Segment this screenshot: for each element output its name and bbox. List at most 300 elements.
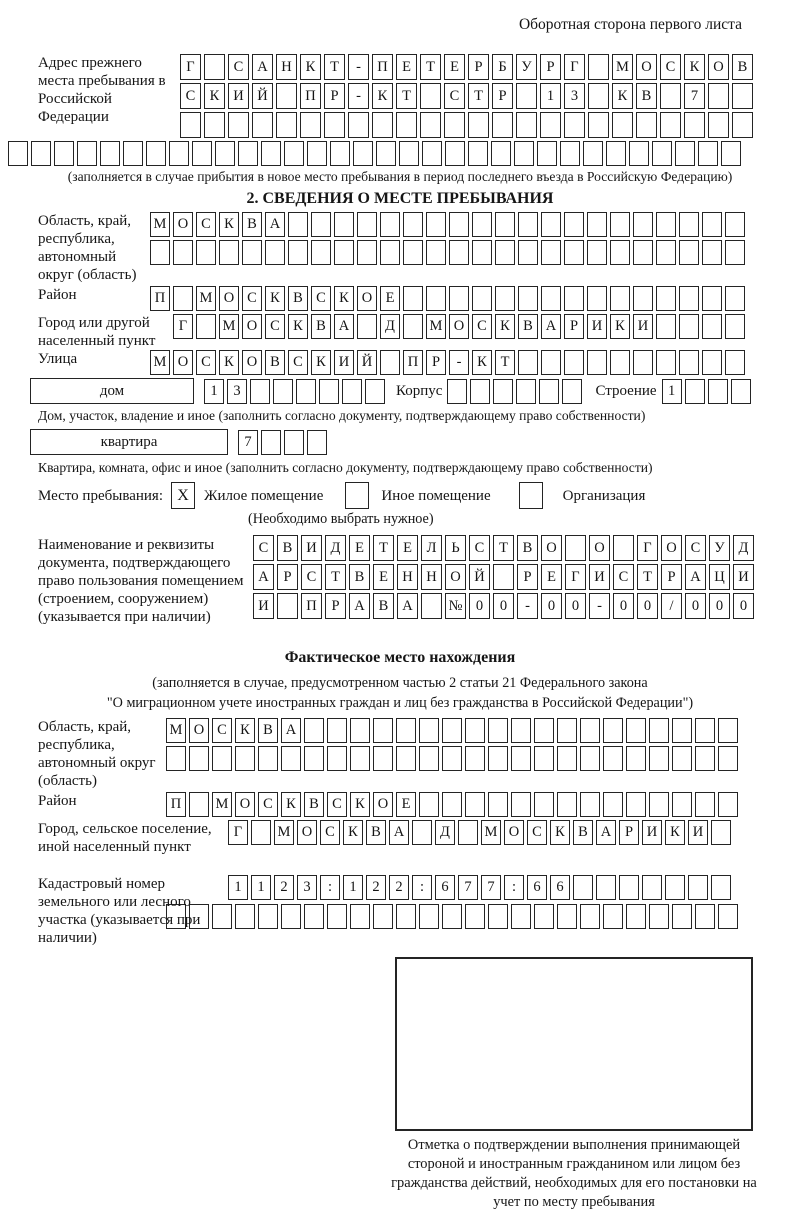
char-box[interactable]: Р [492,83,513,109]
char-box[interactable]: П [300,83,321,109]
char-box[interactable] [603,904,623,929]
char-box[interactable]: Е [444,54,465,80]
char-box[interactable] [77,141,97,166]
char-box[interactable]: О [189,718,209,743]
char-box[interactable] [672,792,692,817]
char-box[interactable]: Т [396,83,417,109]
char-box[interactable]: Т [493,535,514,561]
char-box[interactable] [204,112,225,138]
char-box[interactable]: Т [495,350,515,375]
char-box[interactable]: 0 [493,593,514,619]
char-box[interactable]: Р [661,564,682,590]
apartment-box-label[interactable]: квартира [30,429,228,455]
char-box[interactable] [350,904,370,929]
char-box[interactable] [606,141,626,166]
char-box[interactable]: 1 [343,875,363,900]
char-box[interactable]: Е [373,564,394,590]
char-box[interactable] [488,718,508,743]
char-box[interactable] [511,746,531,771]
char-box[interactable] [442,904,462,929]
char-box[interactable]: Р [540,54,561,80]
char-box[interactable]: О [173,350,193,375]
char-box[interactable] [649,904,669,929]
char-box[interactable] [732,112,753,138]
char-box[interactable]: О [445,564,466,590]
char-box[interactable] [276,112,297,138]
char-box[interactable] [465,792,485,817]
char-box[interactable]: Е [541,564,562,590]
char-box[interactable]: Ь [445,535,466,561]
char-box[interactable]: Л [421,535,442,561]
char-box[interactable] [442,718,462,743]
char-box[interactable]: 0 [541,593,562,619]
char-box[interactable] [725,212,745,237]
char-box[interactable]: К [265,286,285,311]
char-box[interactable] [629,141,649,166]
char-box[interactable]: А [685,564,706,590]
char-box[interactable] [511,904,531,929]
char-box[interactable]: К [684,54,705,80]
char-box[interactable] [396,112,417,138]
char-box[interactable]: А [253,564,274,590]
char-box[interactable]: О [242,314,262,339]
char-box[interactable] [357,212,377,237]
char-box[interactable]: 1 [204,379,224,404]
char-box[interactable] [251,820,271,845]
char-box[interactable] [695,904,715,929]
char-box[interactable]: П [150,286,170,311]
char-box[interactable]: К [300,54,321,80]
char-box[interactable]: Й [252,83,273,109]
char-box[interactable] [488,746,508,771]
char-box[interactable]: И [589,564,610,590]
char-box[interactable] [688,875,708,900]
char-box[interactable] [373,904,393,929]
char-box[interactable]: С [311,286,331,311]
char-box[interactable]: Т [468,83,489,109]
char-box[interactable] [633,350,653,375]
char-box[interactable]: 0 [637,593,658,619]
char-box[interactable] [357,314,377,339]
char-box[interactable] [679,286,699,311]
char-box[interactable]: Р [468,54,489,80]
char-box[interactable] [420,112,441,138]
char-box[interactable] [708,112,729,138]
char-box[interactable] [403,240,423,265]
char-box[interactable]: К [281,792,301,817]
char-box[interactable]: 0 [565,593,586,619]
char-box[interactable] [580,718,600,743]
char-box[interactable] [288,240,308,265]
char-box[interactable]: О [449,314,469,339]
char-box[interactable] [685,379,705,404]
char-box[interactable]: С [258,792,278,817]
char-box[interactable]: В [242,212,262,237]
char-box[interactable] [534,904,554,929]
char-box[interactable]: 7 [458,875,478,900]
char-box[interactable] [562,379,582,404]
char-box[interactable] [373,718,393,743]
char-box[interactable] [541,212,561,237]
char-box[interactable]: В [373,593,394,619]
char-box[interactable]: А [596,820,616,845]
char-box[interactable] [708,83,729,109]
char-box[interactable]: А [252,54,273,80]
char-box[interactable] [679,212,699,237]
char-box[interactable] [472,212,492,237]
char-box[interactable]: 0 [733,593,754,619]
char-box[interactable] [304,904,324,929]
char-box[interactable] [173,286,193,311]
char-box[interactable] [732,83,753,109]
char-box[interactable] [442,792,462,817]
char-box[interactable] [660,83,681,109]
char-box[interactable]: 6 [527,875,547,900]
char-box[interactable]: 3 [297,875,317,900]
char-box[interactable] [588,54,609,80]
char-box[interactable] [557,904,577,929]
char-box[interactable]: А [541,314,561,339]
char-box[interactable]: К [610,314,630,339]
char-box[interactable]: В [518,314,538,339]
char-box[interactable]: О [636,54,657,80]
char-box[interactable] [31,141,51,166]
char-box[interactable]: В [304,792,324,817]
char-box[interactable] [252,112,273,138]
char-box[interactable] [626,746,646,771]
char-box[interactable] [307,430,327,455]
char-box[interactable] [603,718,623,743]
char-box[interactable] [711,820,731,845]
char-box[interactable] [588,112,609,138]
char-box[interactable] [541,286,561,311]
char-box[interactable] [516,379,536,404]
char-box[interactable]: № [445,593,466,619]
char-box[interactable] [518,350,538,375]
char-box[interactable] [493,379,513,404]
char-box[interactable] [656,286,676,311]
char-box[interactable]: С [180,83,201,109]
char-box[interactable] [557,792,577,817]
char-box[interactable] [420,83,441,109]
char-box[interactable] [380,240,400,265]
char-box[interactable]: С [444,83,465,109]
char-box[interactable] [679,240,699,265]
char-box[interactable] [564,350,584,375]
char-box[interactable]: Т [373,535,394,561]
char-box[interactable]: О [242,350,262,375]
char-box[interactable] [603,792,623,817]
char-box[interactable] [633,240,653,265]
char-box[interactable] [419,904,439,929]
char-box[interactable] [380,350,400,375]
char-box[interactable] [695,792,715,817]
char-box[interactable] [258,904,278,929]
char-box[interactable] [219,240,239,265]
char-box[interactable]: Т [325,564,346,590]
char-box[interactable] [725,350,745,375]
char-box[interactable] [350,718,370,743]
char-box[interactable]: К [334,286,354,311]
char-box[interactable] [626,792,646,817]
char-box[interactable] [307,141,327,166]
char-box[interactable] [449,240,469,265]
char-box[interactable] [610,286,630,311]
char-box[interactable] [426,212,446,237]
char-box[interactable]: Г [637,535,658,561]
char-box[interactable] [619,875,639,900]
char-box[interactable] [702,240,722,265]
char-box[interactable] [587,286,607,311]
char-box[interactable]: С [253,535,274,561]
char-box[interactable]: Р [619,820,639,845]
char-box[interactable] [518,286,538,311]
char-box[interactable] [679,314,699,339]
char-box[interactable] [672,904,692,929]
char-box[interactable]: М [196,286,216,311]
char-box[interactable]: 6 [435,875,455,900]
char-box[interactable] [465,718,485,743]
char-box[interactable] [495,286,515,311]
char-box[interactable] [330,141,350,166]
char-box[interactable]: К [219,350,239,375]
char-box[interactable] [426,286,446,311]
char-box[interactable] [445,141,465,166]
char-box[interactable]: А [281,718,301,743]
char-box[interactable] [564,112,585,138]
char-box[interactable]: П [403,350,423,375]
char-box[interactable]: Т [637,564,658,590]
char-box[interactable] [403,314,423,339]
char-box[interactable] [412,820,432,845]
char-box[interactable]: 0 [469,593,490,619]
char-box[interactable] [633,212,653,237]
char-box[interactable]: М [150,350,170,375]
char-box[interactable]: 0 [613,593,634,619]
char-box[interactable]: 7 [481,875,501,900]
char-box[interactable]: С [265,314,285,339]
char-box[interactable] [146,141,166,166]
char-box[interactable]: 7 [238,430,258,455]
char-box[interactable]: Г [180,54,201,80]
char-box[interactable] [557,746,577,771]
char-box[interactable] [277,593,298,619]
char-box[interactable]: И [301,535,322,561]
char-box[interactable] [596,875,616,900]
char-box[interactable] [261,141,281,166]
char-box[interactable]: Е [396,792,416,817]
char-box[interactable] [610,350,630,375]
char-box[interactable]: О [297,820,317,845]
other-premises-checkbox[interactable] [345,482,369,509]
char-box[interactable]: С [320,820,340,845]
char-box[interactable] [123,141,143,166]
char-box[interactable] [695,718,715,743]
char-box[interactable] [350,746,370,771]
char-box[interactable] [327,718,347,743]
char-box[interactable] [281,904,301,929]
char-box[interactable]: О [373,792,393,817]
char-box[interactable]: 1 [251,875,271,900]
char-box[interactable]: К [372,83,393,109]
char-box[interactable] [649,746,669,771]
residential-checkbox[interactable]: X [171,482,195,509]
char-box[interactable] [518,240,538,265]
char-box[interactable]: И [587,314,607,339]
char-box[interactable] [342,379,362,404]
char-box[interactable] [636,112,657,138]
char-box[interactable]: - [449,350,469,375]
char-box[interactable] [587,212,607,237]
char-box[interactable] [603,746,623,771]
char-box[interactable]: Е [397,535,418,561]
char-box[interactable]: Г [565,564,586,590]
char-box[interactable] [419,718,439,743]
char-box[interactable]: Р [324,83,345,109]
char-box[interactable] [665,875,685,900]
char-box[interactable]: Р [277,564,298,590]
char-box[interactable] [514,141,534,166]
char-box[interactable] [180,112,201,138]
char-box[interactable] [564,286,584,311]
char-box[interactable] [540,112,561,138]
char-box[interactable] [672,746,692,771]
char-box[interactable]: К [235,718,255,743]
char-box[interactable] [580,792,600,817]
char-box[interactable] [698,141,718,166]
char-box[interactable]: К [350,792,370,817]
char-box[interactable] [442,746,462,771]
char-box[interactable] [564,240,584,265]
char-box[interactable] [228,112,249,138]
char-box[interactable]: Д [380,314,400,339]
char-box[interactable]: - [517,593,538,619]
char-box[interactable]: 2 [274,875,294,900]
char-box[interactable] [300,112,321,138]
char-box[interactable]: М [274,820,294,845]
char-box[interactable]: Н [421,564,442,590]
char-box[interactable] [656,240,676,265]
char-box[interactable] [100,141,120,166]
char-box[interactable] [718,746,738,771]
char-box[interactable] [587,350,607,375]
char-box[interactable] [304,718,324,743]
char-box[interactable]: С [327,792,347,817]
char-box[interactable]: П [166,792,186,817]
char-box[interactable] [725,314,745,339]
char-box[interactable] [718,718,738,743]
char-box[interactable]: В [265,350,285,375]
char-box[interactable] [422,141,442,166]
char-box[interactable]: 2 [389,875,409,900]
char-box[interactable]: У [516,54,537,80]
char-box[interactable] [235,746,255,771]
char-box[interactable]: К [343,820,363,845]
char-box[interactable] [516,83,537,109]
char-box[interactable]: С [196,350,216,375]
char-box[interactable] [380,212,400,237]
char-box[interactable]: 1 [662,379,682,404]
char-box[interactable]: К [472,350,492,375]
char-box[interactable]: Й [357,350,377,375]
char-box[interactable] [633,286,653,311]
char-box[interactable]: / [661,593,682,619]
char-box[interactable]: А [265,212,285,237]
char-box[interactable] [610,240,630,265]
char-box[interactable] [357,240,377,265]
char-box[interactable]: Т [324,54,345,80]
char-box[interactable] [421,593,442,619]
char-box[interactable] [465,904,485,929]
char-box[interactable] [557,718,577,743]
char-box[interactable]: И [228,83,249,109]
char-box[interactable] [725,286,745,311]
char-box[interactable]: В [517,535,538,561]
char-box[interactable] [656,212,676,237]
char-box[interactable]: К [495,314,515,339]
char-box[interactable] [660,112,681,138]
char-box[interactable] [583,141,603,166]
char-box[interactable] [488,904,508,929]
char-box[interactable] [468,112,489,138]
char-box[interactable]: Д [435,820,455,845]
char-box[interactable] [642,875,662,900]
char-box[interactable]: В [277,535,298,561]
char-box[interactable] [495,212,515,237]
char-box[interactable] [334,212,354,237]
char-box[interactable]: 3 [227,379,247,404]
char-box[interactable] [472,286,492,311]
char-box[interactable] [189,746,209,771]
char-box[interactable] [649,792,669,817]
char-box[interactable] [444,112,465,138]
char-box[interactable]: А [334,314,354,339]
char-box[interactable]: Р [564,314,584,339]
char-box[interactable] [702,350,722,375]
char-box[interactable]: М [150,212,170,237]
char-box[interactable]: 1 [540,83,561,109]
char-box[interactable] [426,240,446,265]
char-box[interactable]: 2 [366,875,386,900]
char-box[interactable] [348,112,369,138]
char-box[interactable] [281,746,301,771]
char-box[interactable] [672,718,692,743]
char-box[interactable]: С [660,54,681,80]
char-box[interactable] [311,240,331,265]
char-box[interactable]: - [589,593,610,619]
char-box[interactable] [725,240,745,265]
char-box[interactable] [396,904,416,929]
organization-checkbox[interactable] [519,482,543,509]
char-box[interactable]: С [288,350,308,375]
char-box[interactable] [721,141,741,166]
char-box[interactable] [396,746,416,771]
char-box[interactable] [353,141,373,166]
char-box[interactable] [656,314,676,339]
char-box[interactable]: Ц [709,564,730,590]
char-box[interactable]: 3 [564,83,585,109]
char-box[interactable] [324,112,345,138]
char-box[interactable] [327,746,347,771]
char-box[interactable] [319,379,339,404]
char-box[interactable]: 6 [550,875,570,900]
char-box[interactable] [403,212,423,237]
char-box[interactable] [534,718,554,743]
char-box[interactable]: П [301,593,322,619]
char-box[interactable] [492,112,513,138]
char-box[interactable] [560,141,580,166]
char-box[interactable] [534,792,554,817]
